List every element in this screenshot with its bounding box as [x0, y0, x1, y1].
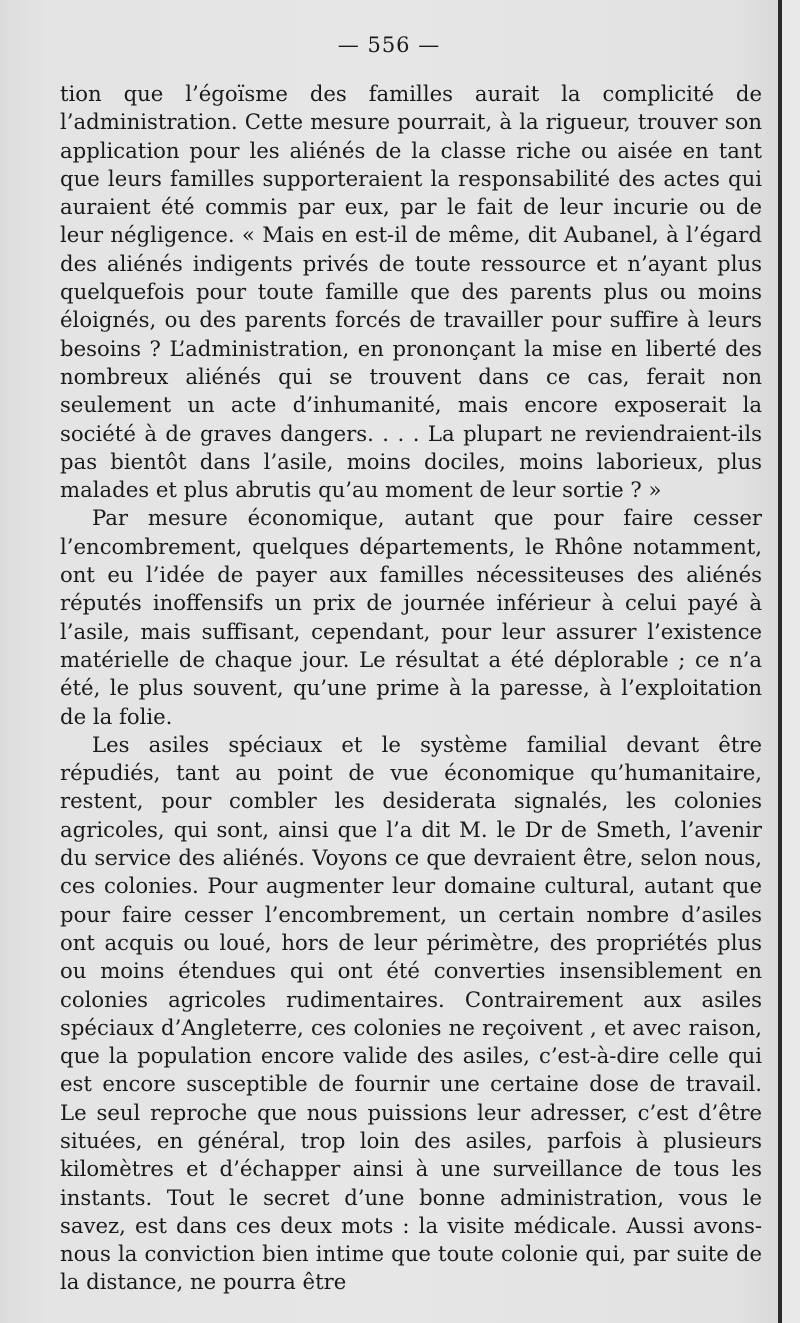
paragraph-3: Les asiles spéciaux et le système familial devant être répudiés, tant au point de vue économique qu’humanitaire, restent, pour combler les desiderata signalés, les colonies agricoles, qui sont, ainsi que l’a dit M. le Dr de Smeth, l’avenir du service des aliénés. Voyons ce que devraient être, selon nous, ces colonies. Pour augmenter leur domaine cultural, autant que pour faire cesser l’encombrement, un certain nombre d’asiles ont acquis ou loué, hors de leur périmètre, des propriétés plus ou moins étendues qui ont été converties insensiblement en colonies agricoles rudimentaires. Contrairement aux asiles spéciaux d’Angleterre, ces colonies ne reçoivent , et avec raison, que la population encore valide des asiles, c’est-à-dire celle qui est encore susceptible de fournir une certaine dose de travail. Le seul reproche que nous puissions leur adresser, c’est d’être situées, en général, trop loin des asiles, parfois à plusieurs kilomètres et d’échapper ainsi à une surveillance de tous les instants. Tout le secret d’une bonne administration, vous le savez, est dans ces deux mots : la visite médicale. Aussi avons-nous la conviction bien intime que toute colonie qui, par suite de la distance, ne pourra être — [60, 731, 762, 1295]
scan-margin — [782, 0, 800, 1323]
body-text — [60, 80, 762, 1297]
paragraph-2: Par mesure économique, autant que pour faire cesser l’encombrement, quelques départements, le Rhône notamment, ont eu l’idée de payer aux familles nécessiteuses des aliénés réputés inoffensifs un prix de journée inférieur à celui payé à l’asile, mais suffisant, cependant, pour leur assurer l’existence matérielle de chaque jour. Le résultat a été déplorable ; ce n’a été, le plus souvent, qu’une prime à la paresse, à l’exploitation de la folie. — [60, 505, 762, 729]
paragraph-1: tion que l’égoïsme des familles aurait la complicité de l’administration. Cette mesure pourrait, à la rigueur, trouver son application pour les aliénés de la classe riche ou aisée en tant que leurs familles supporteraient la responsabilité des actes qui auraient été commis par eux, par le fait de leur incurie ou de leur négligence. « Mais en est-il de même, dit Aubanel, à l’égard des aliénés indigents privés de toute ressource et n’ayant plus quelquefois pour toute famille que des parents plus ou moins éloignés, ou des parents forcés de travailler pour suffire à leurs besoins ? L’administration, en prononçant la mise en liberté des nombreux aliénés qui se trouvent dans ce cas, ferait non seulement un acte d’inhumanité, mais encore exposerait la société à de graves dangers. . . . La plupart ne reviendraient-ils pas bientôt dans l’asile, moins dociles, moins laborieux, plus malades et plus abrutis qu’au moment de leur sortie ? » — [60, 81, 762, 503]
page-number: — 556 — — [337, 33, 441, 57]
